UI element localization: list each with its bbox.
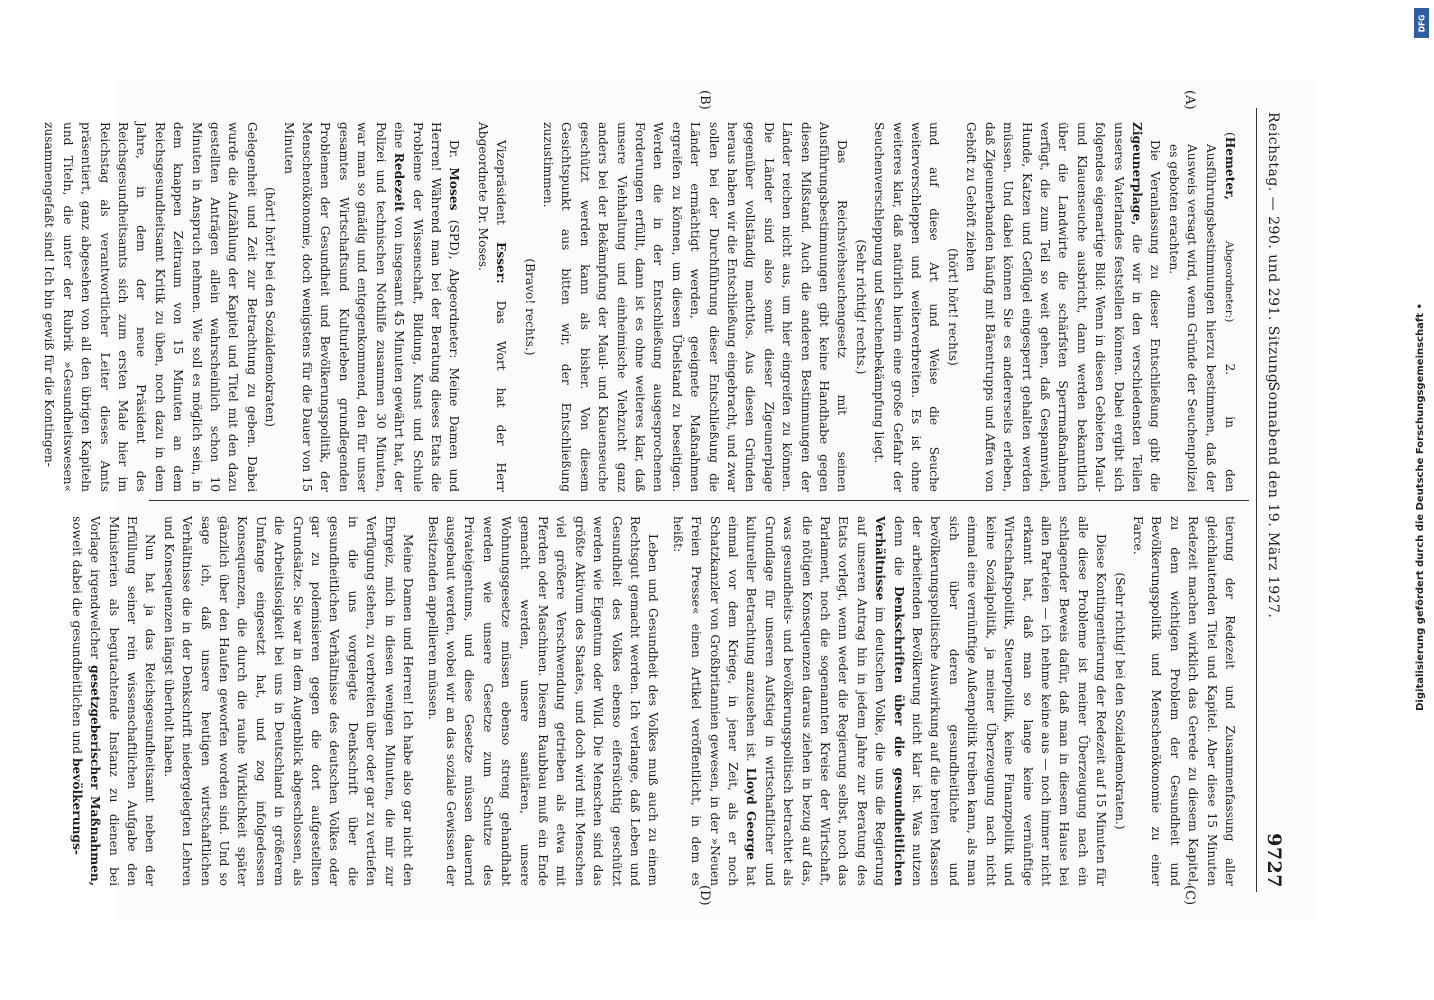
dfg-logo — [1414, 8, 1429, 38]
dfg-logo-text: DFG — [1417, 14, 1427, 32]
interjection: (Sehr richtig! bei den Sozialdemokraten.) — [1112, 572, 1127, 830]
emphasis: Zigeunerplage, — [1129, 122, 1144, 226]
interjection: (hört! hört! bei den Sozialdemokraten) — [263, 187, 278, 427]
paragraph — [279, 122, 463, 492]
paragraph: Meine Damen und Herren! Ich habe also gar nicht den Ehrgeiz, mich in diesen wenigen Minuten, die mir zur Verfügung stehen, zu verbreiten über oder gar zu vertiefen in die uns vorgelegte Denkschrift über die gesundheitlichen Verhältnisse des deutschen Volkes oder gar zu polemisieren gegen die dort aufgestellten Grundsätze. Sie war in dem Augenblick abgeschlossen, als die Arbeitslosigkeit bei uns in Deutschland in größerem Umfange eingesetzt hat, und zog infolgedessen Konsequenzen, die durch die rauhe Wirklichkeit später gänzlich über den Haufen geworfen worden sind. Und so sage ich, daß unsere heutigen wirtschaftlichen Verhältnisse die in der Denkschrift niedergelegten Lehren und Konsequenzen längst überholt haben. — [161, 516, 416, 886]
funding-credit-separator: • — [1415, 303, 1426, 313]
paragraph-text: Dr. — [447, 140, 462, 159]
paragraph-text: Diese Kontingentierung der Redezeit auf 15 Minuten für alle diese Probleme ist meiner Überzeugung nach ein schlagender Beweis dafür, daß man in diesem Hause bei allen Parteien — ich nehme keine aus — noch immer nicht erkannt hat, daß man so lange keine vernünftige Wirtschaftspolitik, Steuerpolitik, keine Finanzpolitik und keine Sozialpolitik, ja meiner Überzeugung nach nicht einmal eine vernünftige Außenpolitik treiben kann, als man sich über deren gesundheitliche und bevölkerungspolitische Auswirkung auf die breiten Massen der arbeitenden Bevölkerung nicht klar ist. Was nutzen denn die — [891, 516, 1109, 886]
funding-credit-text: Digitalisierung gefördert durch die Deutsche Forschungsgemeinschaft — [1415, 313, 1426, 711]
paragraph — [962, 122, 1164, 492]
funding-credit — [1414, 57, 1428, 957]
emphasis: bevölkerungs- — [69, 757, 84, 855]
paragraph-text: Vizepräsident — [494, 140, 509, 225]
paragraph — [67, 516, 159, 886]
emphasis: Denkschriften über die gesundheitlichen Verhältnisse — [873, 516, 906, 886]
margin-mark-a: (A) — [1182, 90, 1197, 110]
paragraph — [668, 516, 1110, 886]
page-header — [1256, 108, 1287, 892]
paragraph-text: 2. in den Ausführungsbestimmungen hierzu bestimmen, daß der Ausweis versagt wird, wenn Gründe der Seuchenpolizei es geboten erachten. — [1166, 144, 1237, 493]
speaker-name: Hemeter, — [1223, 136, 1237, 200]
interjection: (hört! hört! rechts) — [945, 248, 960, 366]
margin-mark-b: (B) — [697, 90, 712, 110]
speaker-name: Moses — [447, 167, 462, 211]
interjection: (Bravo! rechts.) — [522, 258, 537, 356]
paragraph: Das Reichsviehseuchengesetz mit seinen Ausführungsbestimmungen gibt keine Handhabe gegen diesen Mißstand. Auch die anderen Bestimmungen der Länder reichen nicht aus, um hier eingreifen zu können. Die Länder sind also somit dieser Zigeunerplage gegenüber vollständig machtlos. Aus diesen Gründen heraus haben wir die Entschließung eingebracht, und zwar sollen bei der Durchführung dieser Entschließung die Länder ermächtigt werden, geeignete Maßnahmen ergreifen zu können, um diesen Übelstand zu beseitigen. Werden die in der Entschließung ausgesprochenen Forderungen erfüllt, dann ist es ohne weiteres klar, daß unsere Viehhaltung und einheimische Viehzucht ganz anders bei der Bekämpfung der Maul- und Klauenseuche geschützt werden kann als bisher. Von diesem Gesichtspunkt aus bitten wir, der Entschließung zuzustimmen. — [540, 122, 850, 492]
speaker-name: Esser: — [494, 241, 509, 284]
paragraph-text: (SPD), Abgeordneter: Meine Damen und Herren! Während man bei der Beratung dieses Etats die Probleme der Wissenschaft, Bildung, Kunst und Schule eine — [392, 122, 462, 493]
paragraph-text: Nun hat ja das Reichsgesundheitsamt neben der Erfüllung seiner rein wissenschaftlichen Aufgabe den Ministerien als begutachtende Instanz zu dienen bei Vorlage irgendwelcher — [88, 516, 158, 886]
paragraph-text: Das Wort hat der Herr Abgeordnete Dr. Moses. — [475, 122, 509, 492]
paragraph: tierung der Redezeit und Zusammenfassung aller gleichlautenden Titel und Kapitel. Aber diese 15 Minuten Redezeit machen wirklich das Gerede zu diesem Kapitel, zu dem wichtigen Problem der Gesundheit und Bevölkerungspolitik und Menschenökonomie zu einer Farce. — [1130, 516, 1237, 886]
scanned-page — [42, 80, 1317, 920]
header-session: Reichstag. — 290. und 291. Sitzung. — [1265, 112, 1281, 389]
margin-mark-d: (D) — [697, 885, 712, 906]
emphasis: gesetzgeberischer Maßnahmen, — [88, 665, 103, 886]
paragraph — [473, 122, 510, 492]
interjection: (Sehr richtig! rechts.) — [853, 239, 868, 375]
left-column — [42, 122, 1239, 493]
page-number: 9727 — [1263, 833, 1285, 888]
paragraph: und auf diese Art und Weise die Seuche weiterverschleppen und weiterverbreiten. Es ist ohne weiteres klar, daß natürlich hierin eine große Gefahr der Seuchenverschleppung und Seuchenbekämpfung liegt. — [872, 122, 942, 492]
paragraph-text: hat einmal vor dem Kriege, in jener Zeit, als er noch Schatzkanzler von Großbritannien gewesen, in der »Neuen Freien Presse« einen Artikel veröffentlicht, in dem es heißt: — [670, 516, 759, 887]
funding-sidebar — [1410, 0, 1432, 1000]
paragraph-text: im deutschen Volke, die uns die Regierung auf unseren Antrag hin in jedem Jahre zur Beratung des Etats vorlegt, wenn weder die Regierung selbst, noch das Parlament, noch die sogenannten Kreise der Wirtschaft, die nötigen Konsequenzen daraus ziehen in bezug auf das, was gesundheits- und bevölkerungspolitisch betrachtet als Grundlage für unseren Aufstieg in wirtschaftlicher und kultureller Betrachtung anzusehen ist. — [744, 516, 888, 886]
right-column — [69, 516, 1239, 887]
paragraph: Gelegenheit und Zeit zur Betrachtung zu geben. Dabei wurde die Aufzählung der Kapitel und Titel mit den dazu gestellten Anträgen allein wahrscheinlich schon 10 Minuten in Anspruch nehmen. Wie soll es möglich sein, in dem knappen Zeitraum von 15 Minuten an dem Reichsgesundheitsamt Kritik zu üben, noch dazu in dem Jahre, in dem der neue Präsident des Reichsgesundheitsamts sich zum ersten Male hier im Reichstag als verantwortlicher Leiter dieses Amts präsentiert, ganz abgesehen von all den übrigen Kapiteln und Titeln, die unter der Rubrik »Gesundheitswesen« zusammengefaßt sind! Ich bin gewiß für die Kontingen- — [42, 122, 259, 492]
header-date: Sonnabend den 19. März 1927. — [1265, 381, 1281, 619]
emphasis: Redezeit — [392, 152, 407, 212]
paragraph-text: soweit dabei die gesundheitlichen und — [69, 516, 84, 755]
paragraph-text: von insgesamt 45 Minuten gewährt hat, der Polizei und technischen Nothilfe zusammen 30 Minuten, war man so gnädig und entgegenkommend, den für unser gesamtes Wirtschaftsund Kulturleben grundlegenden Problemen der Gesundheit und Bevölkerungspolitik, der Menschenökonomie, doch wenigstens für die Dauer von 15 Minuten — [281, 122, 407, 492]
quotation: Leben und Gesundheit des Volkes muß auch zu einem Rechtsgut gemacht werden. Ich verlange, daß Leben und Gesundheit des Volkes ebenso eifersüchtig geschützt werden wie Eigentum oder Wild. Die Menschen sind das größte Aktivum des Staates, und doch wird mit Menschen viel größere Verschwendung getrieben als etwa mit Pferden oder Maschinen. Diesem Raubbau muß ein Ende gemacht werden, unsere sanitären, unsere Wohnungsgesetze müssen ebenso streng gehandhabt werden wie unsere Gesetze zum Schutze des Privateigentums, und diese Gesetze müssen dauernd ausgebaut werden, wobei wir an das soziale Gewissen der Besitzenden appellieren müssen. — [425, 516, 661, 886]
margin-mark-c: (C) — [1182, 885, 1197, 906]
paragraph-text: die wir in den verschiedensten Teilen unseres Vaterlandes feststellen können. Dabei ergibt sich folgendes eigenartige Bild: Wenn in diesen Gebieten Maul- und Klauenseuche ausbricht, dann werden bekanntlich über die Landwirte die schärfsten Sperrmaßnahmen verfügt, die zum Teil so weit gehen, daß Gespannvieh, Hunde, Katzen und Geflügel eingesperrt gehalten werden müssen. Und dabei können Sie es andererseits erleben, daß Zigeunerbanden häufig mit Bärentrupps und Affen von Gehöft zu Gehöft ziehen — [964, 122, 1144, 492]
emphasis: Lloyd George — [744, 767, 759, 860]
speaker-role: Abgeordneter:) — [1223, 241, 1235, 323]
column-divider — [149, 500, 1249, 501]
paragraph-text: Die Veranlassung zu dieser Entschließung gibt die — [1148, 140, 1163, 492]
paragraph: (Hemeter, Abgeordneter:) 2. in den Ausführungsbestimmungen hierzu bestimmen, daß der Ausweis versagt wird, wenn Gründe der Seuchenpolizei es geboten erachten. — [1166, 132, 1237, 493]
